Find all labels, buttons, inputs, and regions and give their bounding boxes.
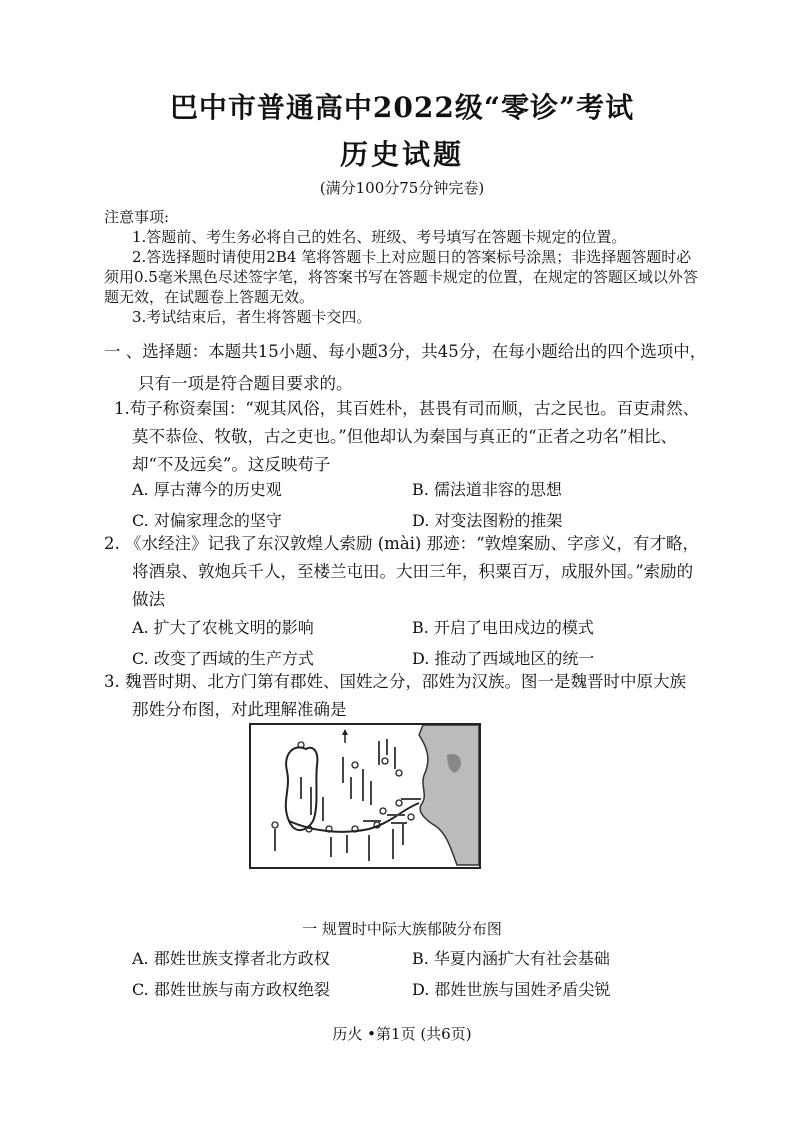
option-d[interactable]: D. 推动了西域地区的统一 — [412, 649, 595, 668]
option-c[interactable]: C. 郡姓世族与南方政权绝裂 — [132, 980, 330, 999]
question-2-options — [132, 611, 692, 673]
option-a[interactable]: A. 厚古薄今的历史观 — [132, 480, 282, 499]
distribution-map — [249, 723, 481, 869]
place-labels — [275, 739, 403, 861]
option-c[interactable]: C. 对偏家理念的坚守 — [132, 511, 282, 530]
subject-title: 历史试题 — [339, 138, 464, 171]
city-marker — [396, 800, 402, 806]
city-marker — [382, 758, 388, 764]
option-b[interactable]: B. 华夏内涵扩大有社会基础 — [412, 949, 610, 968]
question-3-line-1: 3. 魏晋时期、北方门第有郡姓、国姓之分，邵姓为汉族。图一是魏晋时中原大族 — [104, 672, 686, 691]
notes-heading: 注意事项: — [104, 208, 170, 226]
option-a[interactable]: A. 扩大了农桃文明的影响 — [132, 618, 314, 637]
city-marker — [352, 762, 358, 768]
page-footer: 历火 •第1页 (共6页) — [332, 1025, 472, 1043]
river-east — [289, 803, 419, 832]
section-heading — [104, 336, 714, 400]
map-caption: 一 规置时中际大族郁陂分布图 — [302, 920, 502, 938]
note-item: 2.答选择题时请使用2B4 笔将答题卡上对应题日的答案标号涂黑；非选择题答题时必须用0.5毫米黑色尽述签字笔，将答案书写在答题卡规定的位置，在规定的答题区域以外答题无效，在试题卷上答题无效。 — [104, 248, 698, 306]
question-3-line-2: 那姓分布图，对此理解准确是 — [132, 700, 347, 719]
question-2 — [104, 530, 714, 614]
city-marker — [272, 822, 278, 828]
question-2-line-3: 做法 — [132, 590, 165, 609]
city-marker — [408, 814, 414, 820]
exam-info: (满分100分75分钟完卷) — [319, 179, 485, 197]
map-drawing — [251, 725, 479, 867]
exam-title: 巴中市普通高中2022级“零诊”考试 — [169, 91, 635, 124]
note-item: 1.答题前、考生务必将自己的姓名、班级、考号填写在答题卡规定的位置。 — [132, 228, 627, 246]
section-line-2: 只有一项是符合题目要求的。 — [138, 374, 353, 393]
question-1-line-1: 1.苟子称资秦国：“观其风俗，其百姓朴，甚畏有司而顺，古之民也。百吏肃然、 — [114, 399, 700, 418]
question-1-line-3: 却“不及远矣”。这反映苟子 — [132, 455, 331, 474]
question-2-line-2: 将酒泉、敦炮兵千人，至楼兰屯田。大田三年，积粟百万，成服外国。”索励的 — [132, 562, 694, 581]
city-marker — [380, 808, 386, 814]
option-d[interactable]: D. 对变法图粉的推架 — [412, 511, 563, 530]
city-marker — [396, 770, 402, 776]
question-2-line-1: 2. 《水经注》记我了东汉敦煌人索励 (mài) 那迹：“敦煌案励、字彦义，有才略， — [104, 534, 700, 553]
question-1-line-2: 莫不恭俭、牧敬，古之吏也。”但他却认为秦国与真正的“正者之功名”相比、 — [132, 427, 678, 446]
section-line-1: 一 、选择题：本题共15小题、每小题3分，共45分，在每小题给出的四个选项中， — [104, 342, 707, 361]
question-3-options — [132, 942, 692, 1004]
sea-area — [419, 725, 479, 865]
notes-block — [104, 207, 700, 327]
question-1 — [104, 395, 714, 479]
note-item: 3.考试结束后，者生将答题卡交四。 — [132, 308, 372, 326]
option-b[interactable]: B. 儒法道非容的思想 — [412, 480, 562, 499]
question-1-options — [132, 473, 692, 535]
question-3 — [104, 668, 714, 724]
option-b[interactable]: B. 开启了电田戍边的模式 — [412, 618, 594, 637]
option-a[interactable]: A. 郡姓世族支撑者北方政权 — [132, 949, 330, 968]
north-arrow-head — [342, 729, 348, 735]
option-c[interactable]: C. 改变了西域的生产方式 — [132, 649, 314, 668]
option-d[interactable]: D. 郡姓世族与国姓矛盾尖锐 — [412, 980, 611, 999]
